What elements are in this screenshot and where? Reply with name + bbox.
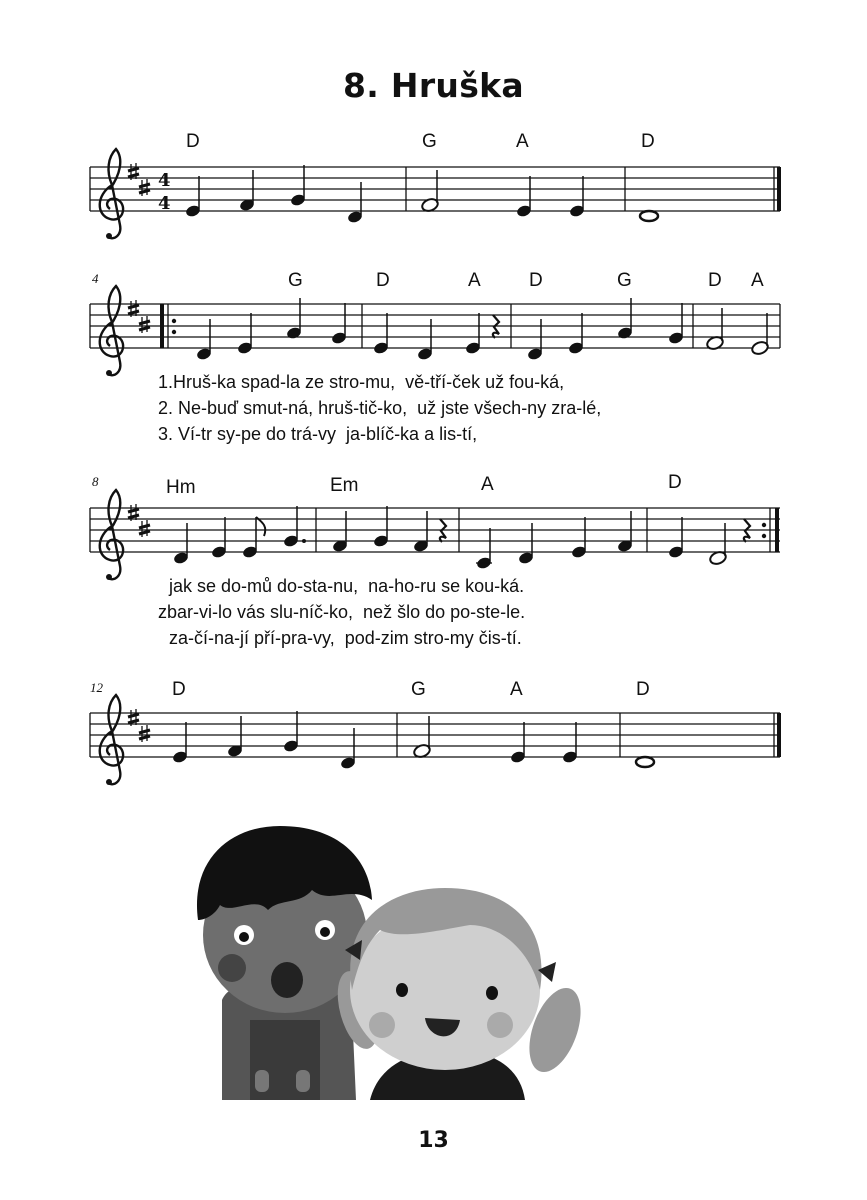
chord: A — [510, 679, 523, 700]
chord: G — [422, 131, 437, 152]
chord: Em — [330, 475, 359, 496]
chord: D — [172, 679, 186, 700]
lyric-line: 3. Ví-tr sy-pe do trá-vy ja-blíč-ka a lis-tí, — [158, 424, 478, 444]
chord: D — [668, 472, 682, 493]
chord: D — [376, 270, 390, 291]
children-illustration — [197, 826, 591, 1100]
chord: A — [516, 131, 529, 152]
chord: Hm — [166, 477, 196, 498]
staff-3 — [90, 490, 780, 580]
measure-number: 4 — [92, 271, 99, 286]
staff-4 — [90, 695, 781, 785]
lyric-line: jak se do-mů do-sta-nu, na-ho-ru se kou-ká. — [169, 576, 525, 596]
staff-1 — [90, 149, 781, 239]
chord: D — [708, 270, 722, 291]
page-title: 8. Hruška — [343, 66, 524, 105]
measure-number: 12 — [90, 680, 103, 695]
chord: D — [186, 131, 200, 152]
chord: D — [641, 131, 655, 152]
chord: D — [529, 270, 543, 291]
chord: G — [288, 270, 303, 291]
lyric-line: 1.Hruš-ka spad-la ze stro-mu, vě-tří-ček už fou-ká, — [158, 372, 565, 392]
chord: A — [751, 270, 764, 291]
svg-text:4: 4 — [158, 193, 171, 214]
lyric-line: za-čí-na-jí pří-pra-vy, pod-zim stro-my čis-tí. — [169, 628, 522, 648]
measure-number: 8 — [92, 474, 99, 489]
lyric-line: zbar-vi-lo vás slu-níč-ko, než šlo do po-ste-le. — [158, 602, 526, 622]
lyric-line: 2. Ne-buď smut-ná, hruš-tič-ko, už jste všech-ny zra-lé, — [158, 398, 602, 418]
page-number: 13 — [418, 1128, 449, 1153]
chord: A — [468, 270, 481, 291]
chord: G — [617, 270, 632, 291]
chord: D — [636, 679, 650, 700]
chord: G — [411, 679, 426, 700]
staff-2 — [90, 286, 780, 376]
svg-text:4: 4 — [158, 170, 171, 191]
chord: A — [481, 474, 494, 495]
